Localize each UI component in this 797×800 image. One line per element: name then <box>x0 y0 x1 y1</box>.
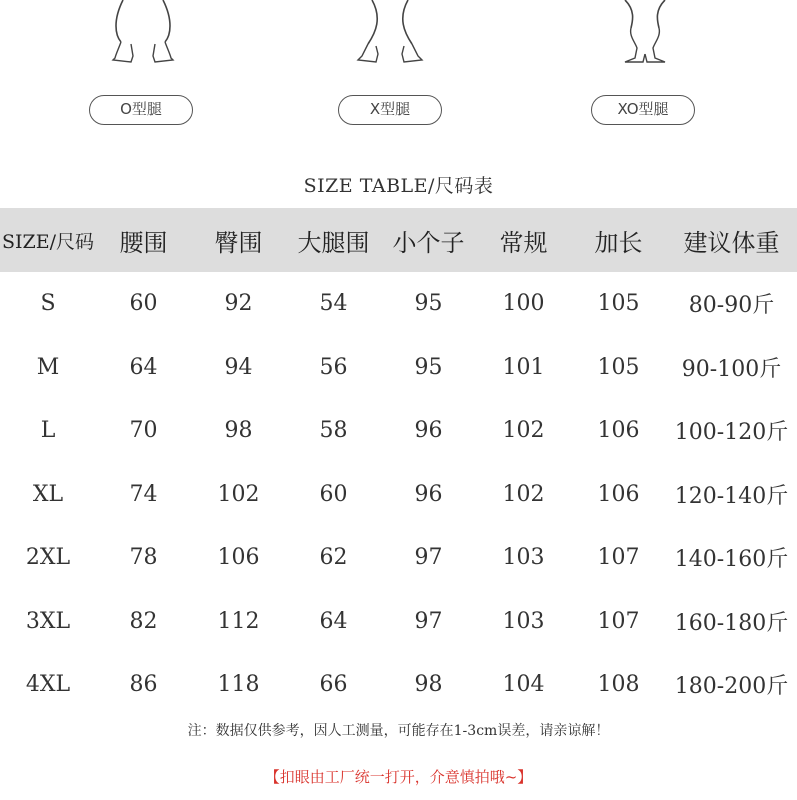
leg-type-label-o: O型腿 <box>89 95 193 125</box>
cell-waist: 82 <box>129 608 158 634</box>
cell-long: 107 <box>597 608 640 634</box>
header-long: 加长 <box>594 228 643 257</box>
cell-regular: 102 <box>502 481 545 507</box>
cell-thigh: 58 <box>319 418 348 444</box>
cell-petite: 98 <box>414 672 443 698</box>
header-hip: 臀围 <box>214 228 263 257</box>
cell-hip: 106 <box>217 545 260 571</box>
cell-petite: 95 <box>414 354 443 380</box>
cell-weight: 120-140斤 <box>674 483 789 509</box>
cell-regular: 102 <box>502 418 545 444</box>
cell-petite: 96 <box>414 418 443 444</box>
cell-weight: 180-200斤 <box>674 674 789 700</box>
cell-regular: 100 <box>502 291 545 317</box>
buttonhole-warning: 【扣眼由工厂统一打开，介意慎拍哦~】 <box>264 768 533 786</box>
cell-petite: 95 <box>414 291 443 317</box>
cell-thigh: 60 <box>319 481 348 507</box>
cell-long: 106 <box>597 481 640 507</box>
table-header-row <box>0 208 797 272</box>
header-petite: 小个子 <box>392 228 465 257</box>
cell-size: 2XL <box>25 545 71 571</box>
cell-long: 105 <box>597 354 640 380</box>
cell-thigh: 54 <box>319 291 348 317</box>
cell-size: S <box>40 291 56 317</box>
cell-petite: 97 <box>414 608 443 634</box>
cell-weight: 160-180斤 <box>674 610 789 636</box>
table-row <box>0 399 797 463</box>
leg-type-label-xo: XO型腿 <box>591 95 695 125</box>
cell-regular: 104 <box>502 672 545 698</box>
header-regular: 常规 <box>499 228 548 257</box>
size-table-title: SIZE TABLE/尺码表 <box>303 175 494 197</box>
cell-regular: 103 <box>502 608 545 634</box>
cell-hip: 102 <box>217 481 260 507</box>
cell-hip: 94 <box>224 354 253 380</box>
disclaimer-note: 注：数据仅供参考，因人工测量，可能存在1-3cm误差，请亲谅解！ <box>187 723 610 739</box>
cell-petite: 96 <box>414 481 443 507</box>
cell-long: 108 <box>597 672 640 698</box>
cell-long: 106 <box>597 418 640 444</box>
cell-size: M <box>36 354 60 380</box>
cell-waist: 64 <box>129 354 158 380</box>
cell-thigh: 66 <box>319 672 348 698</box>
size-table <box>0 208 797 717</box>
xo-leg-figure-icon <box>585 0 705 70</box>
cell-weight: 140-160斤 <box>674 547 789 573</box>
table-row <box>0 336 797 400</box>
cell-size: 4XL <box>25 672 71 698</box>
cell-hip: 112 <box>217 608 260 634</box>
table-row <box>0 526 797 590</box>
cell-hip: 118 <box>217 672 260 698</box>
cell-petite: 97 <box>414 545 443 571</box>
o-leg-figure-icon <box>83 0 203 70</box>
cell-long: 105 <box>597 291 640 317</box>
cell-thigh: 64 <box>319 608 348 634</box>
cell-waist: 78 <box>129 545 158 571</box>
cell-waist: 86 <box>129 672 158 698</box>
cell-regular: 103 <box>502 545 545 571</box>
cell-thigh: 62 <box>319 545 348 571</box>
cell-regular: 101 <box>502 354 545 380</box>
x-leg-figure-icon <box>330 0 450 70</box>
cell-long: 107 <box>597 545 640 571</box>
table-row <box>0 272 797 336</box>
header-thigh: 大腿围 <box>297 228 370 257</box>
cell-thigh: 56 <box>319 354 348 380</box>
table-row <box>0 590 797 654</box>
cell-hip: 92 <box>224 291 253 317</box>
header-size: SIZE/尺码 <box>2 230 94 253</box>
cell-size: XL <box>32 481 64 507</box>
cell-waist: 70 <box>129 418 158 444</box>
cell-waist: 60 <box>129 291 158 317</box>
table-row <box>0 653 797 717</box>
leg-type-label-x: X型腿 <box>338 95 442 125</box>
cell-waist: 74 <box>129 481 158 507</box>
cell-size: L <box>40 418 56 444</box>
table-row <box>0 463 797 527</box>
cell-weight: 80-90斤 <box>688 293 775 319</box>
cell-weight: 100-120斤 <box>674 420 789 446</box>
header-weight: 建议体重 <box>683 228 780 257</box>
cell-hip: 98 <box>224 418 253 444</box>
leg-types-row <box>0 0 797 140</box>
header-waist: 腰围 <box>119 228 168 257</box>
cell-size: 3XL <box>25 608 71 634</box>
cell-weight: 90-100斤 <box>681 356 782 382</box>
